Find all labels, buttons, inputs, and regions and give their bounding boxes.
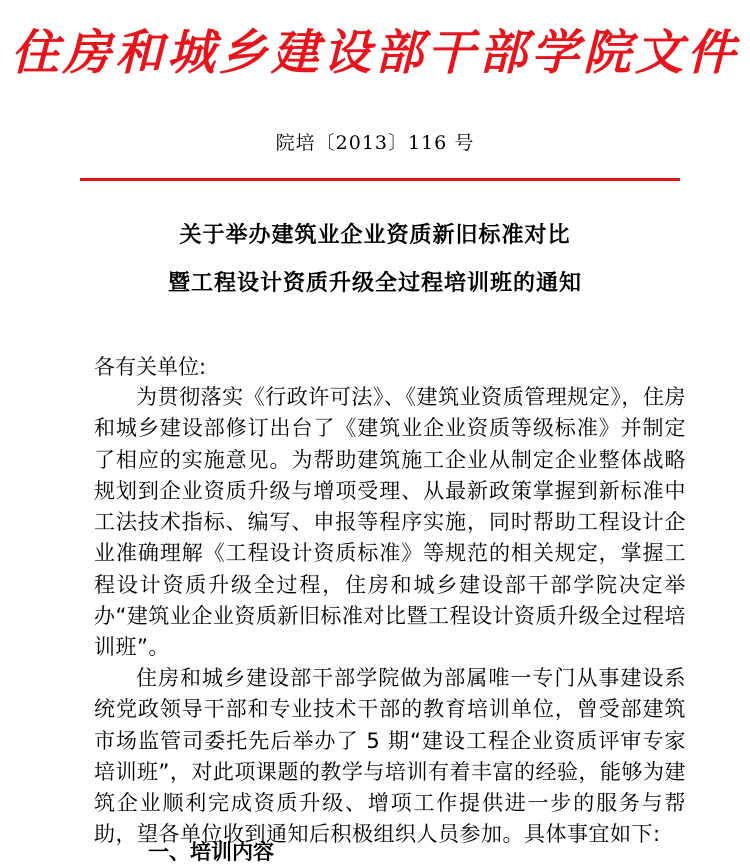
document-title-line-2: 暨工程设计资质升级全过程培训班的通知 [167,271,582,296]
section-heading: 一、培训内容 [148,840,274,864]
letterhead-title: 住房和城乡建设部干部学院文件 [10,25,739,81]
body-paragraph-1 [94,382,686,664]
body-paragraph-2 [94,663,686,851]
paragraph-text: 为贯彻落实《行政许可法》、《建筑业资质管理规定》，住房和城乡建设部修订出台了《建筑业企业资质等级标准》并制定了相应的实施意见。为帮助建筑施工企业从制定企业整体战略规划到企业资质升级与增项受理、从最新政策掌握到新标准中工法技术指标、编写、申报等程序实施，同时帮助工程设计企业准确理解《工程设计资质标准》等规范的相关规定，掌握工程设计资质升级全过程，住房和城乡建设部干部学院决定举办“建筑业企业资质新旧标准对比暨工程设计资质升级全过程培训班”。 [94,385,686,660]
letterhead-divider [80,178,680,181]
paragraph-text: 住房和城乡建设部干部学院做为部属唯一专门从事建设系统党政领导干部和专业技术干部的教育培训单位，曾受部建筑市场监管司委托先后举办了 5 期“建设工程企业资质评审专家培训班”，对此项课题的教学与培训有着丰富的经验，能够为建筑企业顺利完成资质升级、增项工作提供进一步的服务与帮助，望各单位收到通知后积极组织人员参加。具体事宜如下: [94,666,686,847]
document-number: 院培〔2013〕116 号 [275,132,475,154]
document-title-line-1: 关于举办建筑业企业资质新旧标准对比 [179,223,571,248]
salutation: 各有关单位: [94,355,207,379]
